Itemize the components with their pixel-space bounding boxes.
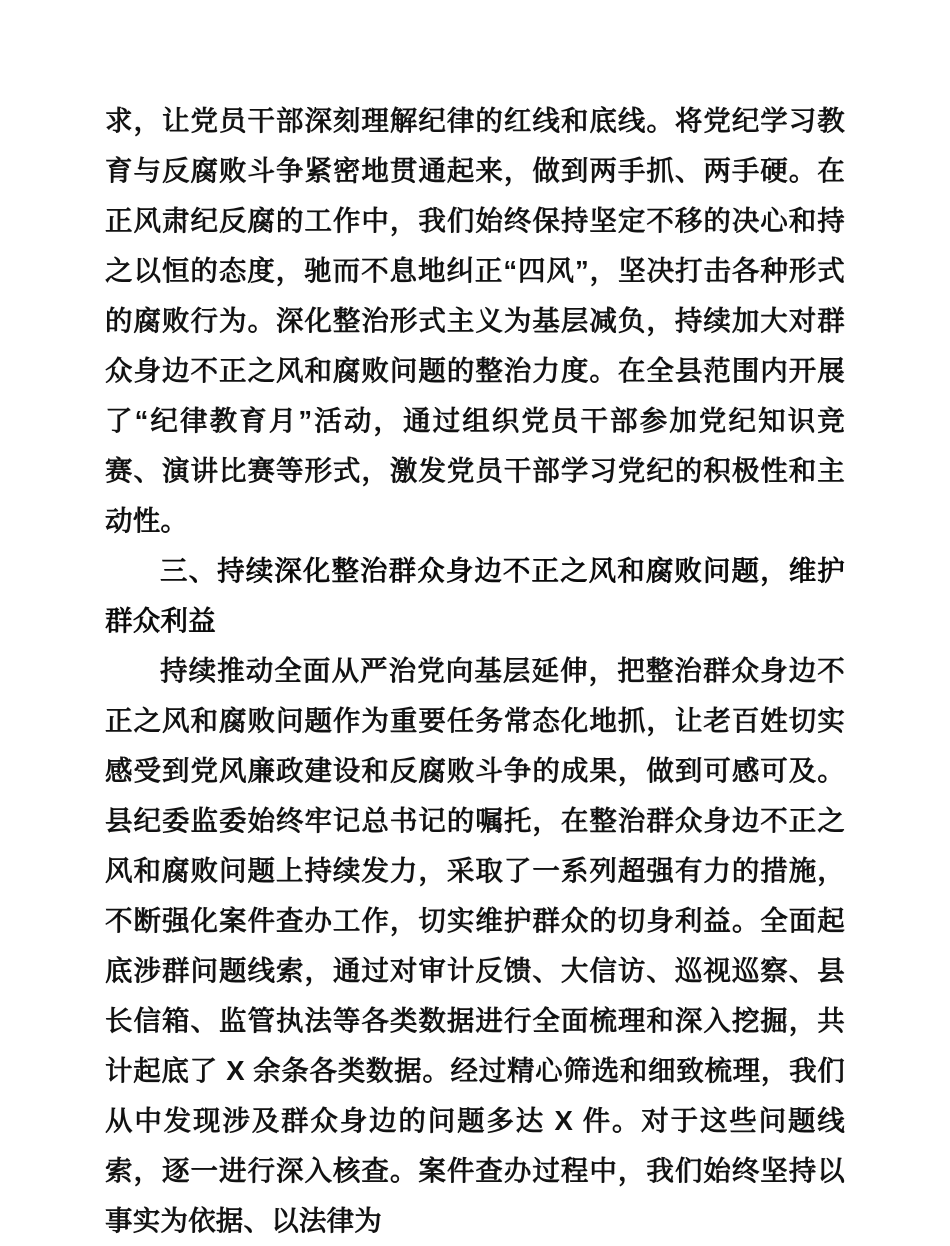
paragraph-section-three-body: 持续推动全面从严治党向基层延伸，把整治群众身边不正之风和腐败问题作为重要任务常态化地抓，让老百姓切实感受到党风廉政建设和反腐败斗争的成果，做到可感可及。县纪委监委始终牢记总书记的嘱托，在整治群众身边不正之风和腐败问题上持续发力，采取了一系列超强有力的措施，不断强化案件查办工作，切实维护群众的切身利益。全面起底涉群问题线索，通过对审计反馈、大信访、巡视巡察、县长信箱、监管执法等各类数据进行全面梳理和深入挖掘，共计起底了 X 余条各类数据。经过精心筛选和细致梳理，我们从中发现涉及群众身边的问题多达 X 件。对于这些问题线索，逐一进行深入核查。案件查办过程中，我们始终坚持以事实为依据、以法律为 — [105, 655, 845, 1236]
document-body — [105, 96, 845, 1246]
section-heading-three: 三、持续深化整治群众身边不正之风和腐败问题，维护群众利益 — [105, 555, 845, 636]
paragraph-continuation: 求，让党员干部深刻理解纪律的红线和底线。将党纪学习教育与反腐败斗争紧密地贯通起来，做到两手抓、两手硬。在正风肃纪反腐的工作中，我们始终保持坚定不移的决心和持之以恒的态度，驰而不息地纠正“四风”，坚决打击各种形式的腐败行为。深化整治形式主义为基层减负，持续加大对群众身边不正之风和腐败问题的整治力度。在全县范围内开展了“纪律教育月”活动，通过组织党员干部参加党纪知识竞赛、演讲比赛等形式，激发党员干部学习党纪的积极性和主动性。 — [105, 105, 845, 536]
